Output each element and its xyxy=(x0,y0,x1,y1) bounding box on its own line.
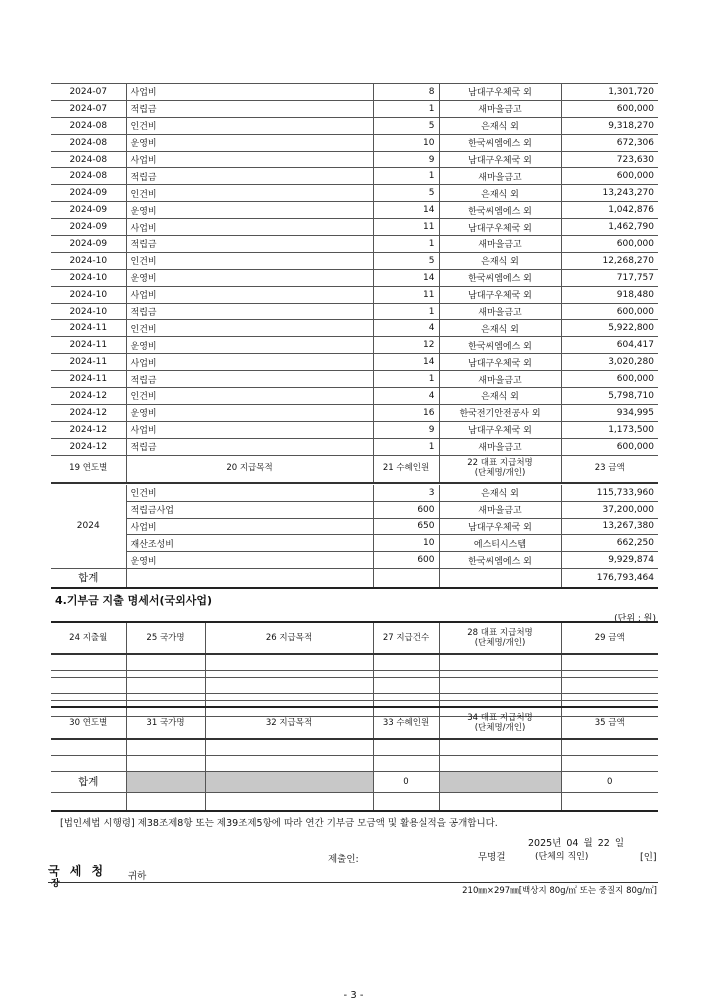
cell-recipient: 남대구우체국 외 xyxy=(439,151,561,168)
cell-amount: 1,301,720 xyxy=(561,84,658,101)
cell-purpose: 운영비 xyxy=(126,404,373,421)
cell-purpose: 사업비 xyxy=(126,354,373,371)
annual-summary-body xyxy=(51,485,658,568)
table-row xyxy=(51,100,658,117)
cell-recipient: 에스티시스템 xyxy=(439,535,561,552)
header-recipient xyxy=(439,707,561,739)
cell-amount: 5,922,800 xyxy=(561,320,658,337)
cell-amount: 723,630 xyxy=(561,151,658,168)
cell-count: 1 xyxy=(373,438,439,455)
cell-purpose: 적립금 xyxy=(126,438,373,455)
cell-purpose: 인건비 xyxy=(126,252,373,269)
total-label: 합계 xyxy=(51,568,126,588)
cell-expense-month: 2024-09 xyxy=(51,202,126,219)
cell-amount: 1,173,500 xyxy=(561,421,658,438)
cell-count: 3 xyxy=(373,485,439,501)
cell-count: 14 xyxy=(373,354,439,371)
table-row xyxy=(51,303,658,320)
table-row xyxy=(51,404,658,421)
date-month: 04 xyxy=(566,838,579,849)
cell-purpose: 인건비 xyxy=(126,485,373,501)
cell-count: 5 xyxy=(373,185,439,202)
cell-count: 11 xyxy=(373,286,439,303)
cell-purpose: 적립금 xyxy=(126,236,373,253)
table-row xyxy=(51,185,658,202)
overseas-monthly-table xyxy=(51,621,658,717)
cell-count: 8 xyxy=(373,84,439,101)
cell-count: 4 xyxy=(373,388,439,405)
form-divider xyxy=(48,882,658,883)
cell-purpose: 인건비 xyxy=(126,185,373,202)
overseas-total-count: 0 xyxy=(373,772,439,793)
table-row xyxy=(51,269,658,286)
header-amount: 23 금액 xyxy=(561,453,658,483)
total-amount: 176,793,464 xyxy=(561,568,658,588)
header-amount: 29 금액 xyxy=(561,622,658,654)
cell-expense-month: 2024-09 xyxy=(51,219,126,236)
monthly-expense-body xyxy=(51,84,658,456)
table-row xyxy=(51,202,658,219)
cell-amount: 604,417 xyxy=(561,337,658,354)
cell-recipient: 남대구우체국 외 xyxy=(439,518,561,535)
table-row xyxy=(51,535,658,552)
cell-amount: 717,757 xyxy=(561,269,658,286)
cell-amount: 13,267,380 xyxy=(561,518,658,535)
cell-purpose: 적립금 xyxy=(126,303,373,320)
header-recipient-line2: (단체명/개인) xyxy=(474,723,526,733)
cell-recipient: 한국전기안전공사 외 xyxy=(439,404,561,421)
cell-purpose: 운영비 xyxy=(126,552,373,569)
cell-amount: 918,480 xyxy=(561,286,658,303)
header-amount: 35 금액 xyxy=(561,707,658,739)
cell-expense-month: 2024-12 xyxy=(51,404,126,421)
cell-expense-month: 2024-11 xyxy=(51,337,126,354)
cell-amount: 9,929,874 xyxy=(561,552,658,569)
cell-amount: 662,250 xyxy=(561,535,658,552)
cell-expense-month: 2024-09 xyxy=(51,236,126,253)
cell-purpose: 운영비 xyxy=(126,269,373,286)
cell-amount: 115,733,960 xyxy=(561,485,658,501)
cell-count: 11 xyxy=(373,219,439,236)
cell-recipient: 남대구우체국 외 xyxy=(439,219,561,236)
cell-count: 5 xyxy=(373,117,439,134)
header-recipient-line1: 22 대표 지급처명 xyxy=(467,457,533,468)
table-row xyxy=(51,501,658,518)
cell-count: 1 xyxy=(373,100,439,117)
table-row xyxy=(51,252,658,269)
header-year: 19 연도별 xyxy=(51,453,126,483)
total-empty-purpose xyxy=(126,568,373,588)
cell-expense-month: 2024-11 xyxy=(51,354,126,371)
overseas-total-label: 합계 xyxy=(51,772,126,793)
date-day: 22 xyxy=(597,838,610,849)
monthly-expense-table xyxy=(51,83,658,456)
gray-cell xyxy=(205,772,373,793)
cell-expense-month: 2024-12 xyxy=(51,421,126,438)
cell-expense-month: 2024-10 xyxy=(51,303,126,320)
cell-recipient: 새마을금고 xyxy=(439,100,561,117)
cell-amount: 5,798,710 xyxy=(561,388,658,405)
cell-recipient: 새마을금고 xyxy=(439,303,561,320)
cell-count: 14 xyxy=(373,269,439,286)
cell-recipient: 남대구우체국 외 xyxy=(439,286,561,303)
table-row xyxy=(51,354,658,371)
header-recipient-line1: 28 대표 지급처명 xyxy=(467,628,533,638)
header-expense-month: 24 지출월 xyxy=(51,622,126,654)
cell-recipient: 새마을금고 xyxy=(439,438,561,455)
cell-recipient: 한국씨엠에스 외 xyxy=(439,269,561,286)
cell-count: 1 xyxy=(373,371,439,388)
table-row xyxy=(51,151,658,168)
cell-count: 9 xyxy=(373,421,439,438)
table-row xyxy=(51,236,658,253)
cell-recipient: 은재식 외 xyxy=(439,185,561,202)
table-row xyxy=(51,371,658,388)
cell-count: 9 xyxy=(373,151,439,168)
header-count: 21 수혜인원 xyxy=(373,453,439,483)
cell-purpose: 운영비 xyxy=(126,202,373,219)
cell-amount: 13,243,270 xyxy=(561,185,658,202)
cell-amount: 3,020,280 xyxy=(561,354,658,371)
cell-recipient: 새마을금고 xyxy=(439,236,561,253)
empty-row xyxy=(51,671,658,678)
cell-amount: 600,000 xyxy=(561,438,658,455)
cell-expense-month: 2024-08 xyxy=(51,117,126,134)
cell-recipient: 한국씨엠에스 외 xyxy=(439,202,561,219)
header-country: 25 국가명 xyxy=(126,622,205,654)
header-recipient-line2: (단체명/개인) xyxy=(474,467,526,478)
table-row xyxy=(51,421,658,438)
submitter-label: 제출인: xyxy=(328,854,359,865)
table-row xyxy=(51,337,658,354)
empty-row xyxy=(51,694,658,701)
cell-expense-month: 2024-12 xyxy=(51,388,126,405)
cell-purpose: 인건비 xyxy=(126,117,373,134)
cell-count: 1 xyxy=(373,168,439,185)
cell-count: 5 xyxy=(373,252,439,269)
cell-expense-month: 2024-10 xyxy=(51,269,126,286)
cell-count: 10 xyxy=(373,134,439,151)
header-recipient xyxy=(439,453,561,483)
overseas-section-title: 4.기부금 지출 명세서(국외사업) xyxy=(55,594,213,607)
cell-expense-month: 2024-07 xyxy=(51,84,126,101)
submitter-role: (단체의 직인) xyxy=(535,852,589,862)
cell-count: 10 xyxy=(373,535,439,552)
cell-purpose: 사업비 xyxy=(126,421,373,438)
cell-amount: 600,000 xyxy=(561,371,658,388)
annual-summary-header xyxy=(51,453,658,484)
cell-amount: 1,042,876 xyxy=(561,202,658,219)
cell-purpose: 사업비 xyxy=(126,151,373,168)
cell-count: 14 xyxy=(373,202,439,219)
cell-expense-month: 2024-08 xyxy=(51,151,126,168)
total-empty-count xyxy=(373,568,439,588)
header-purpose: 32 지급목적 xyxy=(205,707,373,739)
cell-purpose: 사업비 xyxy=(126,219,373,236)
cell-purpose: 인건비 xyxy=(126,388,373,405)
overseas-total-amount: 0 xyxy=(561,772,658,793)
gray-cell xyxy=(126,772,205,793)
cell-recipient: 은재식 외 xyxy=(439,252,561,269)
table-row xyxy=(51,219,658,236)
cell-expense-month: 2024-08 xyxy=(51,134,126,151)
cell-expense-month: 2024-12 xyxy=(51,438,126,455)
date-year: 2025년 xyxy=(528,838,562,849)
cell-amount: 600,000 xyxy=(561,303,658,320)
cell-recipient: 남대구우체국 외 xyxy=(439,354,561,371)
table-row xyxy=(51,117,658,134)
cell-recipient: 남대구우체국 외 xyxy=(439,84,561,101)
cell-purpose: 적립금 xyxy=(126,168,373,185)
header-year: 30 연도별 xyxy=(51,707,126,739)
cell-purpose: 사업비 xyxy=(126,518,373,535)
legal-notice: [법인세법 시행령] 제38조제8항 또는 제39조제5항에 따라 연간 기부금 모금액 및 활용실적을 공개합니다. xyxy=(60,818,498,829)
seal-mark: [인] xyxy=(640,852,657,863)
cell-count: 600 xyxy=(373,501,439,518)
empty-row xyxy=(51,756,658,772)
cell-amount: 600,000 xyxy=(561,100,658,117)
cell-recipient: 한국씨엠에스 외 xyxy=(439,552,561,569)
empty-row xyxy=(51,793,658,812)
cell-purpose: 적립금사업 xyxy=(126,501,373,518)
cell-year: 2024 xyxy=(51,485,126,568)
cell-count: 16 xyxy=(373,404,439,421)
cell-purpose: 인건비 xyxy=(126,320,373,337)
date-day-unit: 일 xyxy=(614,838,625,849)
overseas-annual-table xyxy=(51,706,658,812)
cell-purpose: 운영비 xyxy=(126,337,373,354)
cell-purpose: 적립금 xyxy=(126,371,373,388)
cell-expense-month: 2024-09 xyxy=(51,185,126,202)
table-row xyxy=(51,518,658,535)
cell-expense-month: 2024-08 xyxy=(51,168,126,185)
cell-recipient: 은재식 외 xyxy=(439,320,561,337)
cell-count: 650 xyxy=(373,518,439,535)
cell-count: 4 xyxy=(373,320,439,337)
cell-count: 600 xyxy=(373,552,439,569)
cell-recipient: 은재식 외 xyxy=(439,485,561,501)
table-row xyxy=(51,552,658,569)
empty-row xyxy=(51,678,658,694)
cell-expense-month: 2024-10 xyxy=(51,286,126,303)
cell-purpose: 적립금 xyxy=(126,100,373,117)
cell-purpose: 재산조성비 xyxy=(126,535,373,552)
cell-recipient: 은재식 외 xyxy=(439,117,561,134)
cell-amount: 37,200,000 xyxy=(561,501,658,518)
cell-expense-month: 2024-10 xyxy=(51,252,126,269)
header-recipient-line1: 34 대표 지급처명 xyxy=(467,713,533,723)
submitter-name: 무명걸 xyxy=(478,852,506,863)
cell-count: 1 xyxy=(373,303,439,320)
header-payment-count: 27 지급건수 xyxy=(373,622,439,654)
cell-purpose: 사업비 xyxy=(126,84,373,101)
annual-summary-table xyxy=(51,485,658,569)
annual-summary-total xyxy=(51,568,658,589)
cell-recipient: 한국씨엠에스 외 xyxy=(439,337,561,354)
table-row xyxy=(51,388,658,405)
cell-amount: 600,000 xyxy=(561,168,658,185)
cell-count: 12 xyxy=(373,337,439,354)
table-row xyxy=(51,485,658,501)
table-row xyxy=(51,168,658,185)
total-empty-recipient xyxy=(439,568,561,588)
cell-amount: 600,000 xyxy=(561,236,658,253)
cell-amount: 1,462,790 xyxy=(561,219,658,236)
honorific: 귀하 xyxy=(128,871,147,882)
unit-label: (단위 : 원) xyxy=(614,614,656,624)
cell-amount: 672,306 xyxy=(561,134,658,151)
cell-recipient: 남대구우체국 외 xyxy=(439,421,561,438)
gray-cell xyxy=(439,772,561,793)
cell-purpose: 운영비 xyxy=(126,134,373,151)
cell-recipient: 은재식 외 xyxy=(439,388,561,405)
cell-amount: 12,268,270 xyxy=(561,252,658,269)
cell-amount: 934,995 xyxy=(561,404,658,421)
empty-row xyxy=(51,654,658,671)
page-number: - 3 - xyxy=(343,990,364,1001)
cell-recipient: 새마을금고 xyxy=(439,371,561,388)
header-beneficiaries: 33 수혜인원 xyxy=(373,707,439,739)
header-country: 31 국가명 xyxy=(126,707,205,739)
agency-name: 국 세 청 xyxy=(48,864,107,878)
date-month-unit: 월 xyxy=(583,838,593,849)
header-purpose: 26 지급목적 xyxy=(205,622,373,654)
cell-expense-month: 2024-11 xyxy=(51,320,126,337)
overseas-total-row xyxy=(51,772,658,793)
cell-recipient: 새마을금고 xyxy=(439,501,561,518)
table-row xyxy=(51,286,658,303)
cell-expense-month: 2024-11 xyxy=(51,371,126,388)
cell-purpose: 사업비 xyxy=(126,286,373,303)
agency-name-suffix: 장 xyxy=(51,879,60,889)
cell-recipient: 새마을금고 xyxy=(439,168,561,185)
submission-date xyxy=(528,835,624,849)
cell-amount: 9,318,270 xyxy=(561,117,658,134)
cell-count: 1 xyxy=(373,236,439,253)
table-row xyxy=(51,84,658,101)
table-row xyxy=(51,134,658,151)
header-purpose: 20 지급목적 xyxy=(126,453,373,483)
header-recipient xyxy=(439,622,561,654)
empty-row xyxy=(51,739,658,756)
paper-spec: 210㎜×297㎜[백상지 80g/㎡ 또는 중질지 80g/㎡] xyxy=(462,886,657,896)
header-recipient-line2: (단체명/개인) xyxy=(474,638,526,648)
table-row xyxy=(51,320,658,337)
cell-expense-month: 2024-07 xyxy=(51,100,126,117)
cell-recipient: 한국씨엠에스 외 xyxy=(439,134,561,151)
